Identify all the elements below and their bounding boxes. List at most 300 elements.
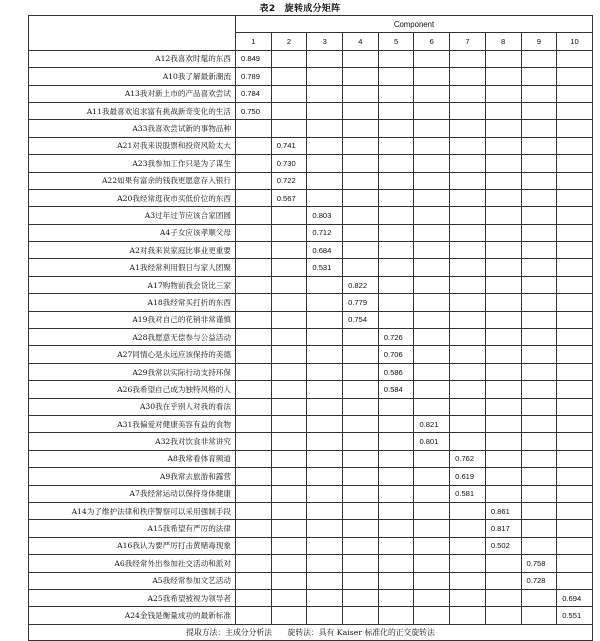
loading-cell-c4 — [343, 85, 379, 102]
loading-cell-c1 — [236, 398, 272, 415]
table-row — [29, 172, 593, 189]
loading-cell-c9 — [521, 381, 557, 398]
loading-cell-c8 — [485, 485, 521, 502]
loading-cell-c3 — [307, 450, 343, 467]
item-label: A22如果有富余的钱我更愿意存入银行 — [29, 172, 236, 189]
loading-cell-c6 — [414, 224, 450, 241]
loading-cell-c8: 0.817 — [485, 520, 521, 537]
loading-cell-c3 — [307, 155, 343, 172]
loading-cell-c8: 0.502 — [485, 537, 521, 554]
loading-cell-c8 — [485, 398, 521, 415]
loading-cell-c3 — [307, 311, 343, 328]
loading-cell-c5 — [378, 137, 414, 154]
loading-cell-c9 — [521, 589, 557, 606]
loading-cell-c4 — [343, 189, 379, 206]
loading-cell-c9 — [521, 172, 557, 189]
loading-cell-c6 — [414, 381, 450, 398]
loading-cell-c4 — [343, 607, 379, 624]
loading-cell-c3 — [307, 172, 343, 189]
item-label: A26我希望自己成为独特风格的人 — [29, 381, 236, 398]
loading-cell-c1 — [236, 502, 272, 519]
item-label: A17购物前我会货比三家 — [29, 276, 236, 293]
loading-cell-c9 — [521, 450, 557, 467]
loading-cell-c1 — [236, 468, 272, 485]
loading-cell-c2 — [271, 415, 307, 432]
loading-cell-c2 — [271, 276, 307, 293]
loading-cell-c9 — [521, 520, 557, 537]
loading-cell-c5 — [378, 294, 414, 311]
loading-cell-c1 — [236, 537, 272, 554]
table-row — [29, 381, 593, 398]
loading-cell-c7 — [450, 120, 486, 137]
loading-cell-c9 — [521, 50, 557, 67]
loading-cell-c9 — [521, 398, 557, 415]
loading-cell-c10 — [557, 537, 593, 554]
loading-cell-c8 — [485, 294, 521, 311]
loading-cell-c4 — [343, 207, 379, 224]
rotated-component-matrix-table — [28, 15, 593, 641]
table-row — [29, 189, 593, 206]
loading-cell-c3 — [307, 50, 343, 67]
loading-cell-c9 — [521, 276, 557, 293]
loading-cell-c8 — [485, 224, 521, 241]
loading-cell-c2 — [271, 502, 307, 519]
loading-cell-c3 — [307, 502, 343, 519]
loading-cell-c10 — [557, 346, 593, 363]
loading-cell-c4 — [343, 137, 379, 154]
loading-cell-c3 — [307, 68, 343, 85]
loading-cell-c6 — [414, 311, 450, 328]
item-label: A24金钱是衡量成功的最新标准 — [29, 607, 236, 624]
loading-cell-c7 — [450, 259, 486, 276]
loading-cell-c5 — [378, 68, 414, 85]
loading-cell-c10 — [557, 363, 593, 380]
loading-cell-c7: 0.581 — [450, 485, 486, 502]
loading-cell-c4 — [343, 450, 379, 467]
loading-cell-c4 — [343, 381, 379, 398]
loading-cell-c5: 0.726 — [378, 329, 414, 346]
table-row — [29, 329, 593, 346]
loading-cell-c8 — [485, 572, 521, 589]
loading-cell-c7 — [450, 398, 486, 415]
loading-cell-c2 — [271, 68, 307, 85]
loading-cell-c2 — [271, 50, 307, 67]
loading-cell-c8 — [485, 346, 521, 363]
component-number-6: 6 — [414, 33, 450, 50]
table-row — [29, 398, 593, 415]
loading-cell-c10 — [557, 85, 593, 102]
loading-cell-c10 — [557, 120, 593, 137]
table-row — [29, 520, 593, 537]
loading-cell-c6: 0.801 — [414, 433, 450, 450]
loading-cell-c4 — [343, 433, 379, 450]
loading-cell-c6 — [414, 85, 450, 102]
loading-cell-c6 — [414, 102, 450, 119]
loading-cell-c9 — [521, 85, 557, 102]
item-label: A11我最喜欢追求富有挑战新奇变化的生活 — [29, 102, 236, 119]
loading-cell-c2 — [271, 572, 307, 589]
loading-cell-c6: 0.821 — [414, 415, 450, 432]
loading-cell-c2 — [271, 450, 307, 467]
item-label: A8我常看体育频道 — [29, 450, 236, 467]
loading-cell-c7 — [450, 555, 486, 572]
loading-cell-c4 — [343, 346, 379, 363]
loading-cell-c8: 0.861 — [485, 502, 521, 519]
loading-cell-c5: 0.706 — [378, 346, 414, 363]
table-row — [29, 294, 593, 311]
loading-cell-c10: 0.551 — [557, 607, 593, 624]
loading-cell-c6 — [414, 398, 450, 415]
loading-cell-c2 — [271, 520, 307, 537]
loading-cell-c7 — [450, 381, 486, 398]
item-label: A31我偏爱对健康美容有益的食物 — [29, 415, 236, 432]
loading-cell-c7 — [450, 189, 486, 206]
loading-cell-c5 — [378, 572, 414, 589]
header-corner-lower — [29, 33, 236, 50]
loading-cell-c3 — [307, 276, 343, 293]
item-label: A28我愿意无偿参与公益活动 — [29, 329, 236, 346]
loading-cell-c4 — [343, 242, 379, 259]
loading-cell-c1 — [236, 346, 272, 363]
loading-cell-c10 — [557, 450, 593, 467]
loading-cell-c7 — [450, 607, 486, 624]
loading-cell-c10 — [557, 224, 593, 241]
loading-cell-c9 — [521, 607, 557, 624]
loading-cell-c1 — [236, 572, 272, 589]
loading-cell-c5 — [378, 102, 414, 119]
loading-cell-c2 — [271, 242, 307, 259]
table-row — [29, 102, 593, 119]
loading-cell-c6 — [414, 572, 450, 589]
item-label: A3过年过节应该合家团圆 — [29, 207, 236, 224]
loading-cell-c9 — [521, 468, 557, 485]
loading-cell-c9 — [521, 102, 557, 119]
loading-cell-c2 — [271, 224, 307, 241]
loading-cell-c4: 0.822 — [343, 276, 379, 293]
loading-cell-c9 — [521, 155, 557, 172]
loading-cell-c10 — [557, 276, 593, 293]
loading-cell-c2 — [271, 311, 307, 328]
loading-cell-c7: 0.762 — [450, 450, 486, 467]
loading-cell-c6 — [414, 589, 450, 606]
loading-cell-c7 — [450, 155, 486, 172]
loading-cell-c5 — [378, 224, 414, 241]
loading-cell-c9: 0.728 — [521, 572, 557, 589]
loading-cell-c3: 0.531 — [307, 259, 343, 276]
loading-cell-c1: 0.849 — [236, 50, 272, 67]
item-label: A33我喜欢尝试新的事物品种 — [29, 120, 236, 137]
table-row — [29, 137, 593, 154]
loading-cell-c8 — [485, 50, 521, 67]
loading-cell-c8 — [485, 68, 521, 85]
loading-cell-c3 — [307, 294, 343, 311]
loading-cell-c8 — [485, 172, 521, 189]
loading-cell-c4 — [343, 589, 379, 606]
loading-cell-c8 — [485, 555, 521, 572]
table-row — [29, 433, 593, 450]
loading-cell-c4 — [343, 120, 379, 137]
loading-cell-c7 — [450, 242, 486, 259]
loading-cell-c10 — [557, 259, 593, 276]
loading-cell-c7 — [450, 433, 486, 450]
loading-cell-c5 — [378, 589, 414, 606]
loading-cell-c5 — [378, 502, 414, 519]
loading-cell-c8 — [485, 450, 521, 467]
loading-cell-c2: 0.722 — [271, 172, 307, 189]
loading-cell-c6 — [414, 172, 450, 189]
loading-cell-c7 — [450, 415, 486, 432]
loading-cell-c3 — [307, 485, 343, 502]
loading-cell-c9 — [521, 224, 557, 241]
loading-cell-c3 — [307, 607, 343, 624]
table-row — [29, 363, 593, 380]
loading-cell-c8 — [485, 433, 521, 450]
loading-cell-c9 — [521, 537, 557, 554]
table-row — [29, 485, 593, 502]
item-label: A20我经常逛夜市买低价位的东西 — [29, 189, 236, 206]
loading-cell-c4 — [343, 537, 379, 554]
item-label: A30我在乎别人对我的看法 — [29, 398, 236, 415]
loading-cell-c2 — [271, 346, 307, 363]
loading-cell-c1 — [236, 259, 272, 276]
component-number-7: 7 — [450, 33, 486, 50]
loading-cell-c7 — [450, 502, 486, 519]
loading-cell-c6 — [414, 207, 450, 224]
loading-cell-c9 — [521, 294, 557, 311]
loading-cell-c1 — [236, 415, 272, 432]
loading-cell-c10 — [557, 485, 593, 502]
loading-cell-c9 — [521, 485, 557, 502]
loading-cell-c10: 0.694 — [557, 589, 593, 606]
table-row — [29, 242, 593, 259]
loading-cell-c6 — [414, 555, 450, 572]
loading-cell-c2 — [271, 398, 307, 415]
table-row — [29, 346, 593, 363]
loading-cell-c3: 0.712 — [307, 224, 343, 241]
item-label: A25我希望被视为领导者 — [29, 589, 236, 606]
loading-cell-c3 — [307, 589, 343, 606]
loading-cell-c7 — [450, 346, 486, 363]
loading-cell-c3 — [307, 85, 343, 102]
loading-cell-c3 — [307, 189, 343, 206]
loading-cell-c10 — [557, 172, 593, 189]
loading-cell-c4 — [343, 329, 379, 346]
loading-cell-c7 — [450, 276, 486, 293]
loading-cell-c3 — [307, 381, 343, 398]
loading-cell-c5 — [378, 189, 414, 206]
loading-cell-c4 — [343, 224, 379, 241]
loading-cell-c9 — [521, 242, 557, 259]
loading-cell-c1 — [236, 450, 272, 467]
loading-cell-c6 — [414, 50, 450, 67]
loading-cell-c2 — [271, 589, 307, 606]
loading-cell-c6 — [414, 485, 450, 502]
loading-cell-c10 — [557, 50, 593, 67]
loading-cell-c7 — [450, 207, 486, 224]
loading-cell-c7 — [450, 85, 486, 102]
loading-cell-c3 — [307, 329, 343, 346]
loading-cell-c1 — [236, 607, 272, 624]
loading-cell-c3 — [307, 102, 343, 119]
loading-cell-c3 — [307, 572, 343, 589]
loading-cell-c6 — [414, 155, 450, 172]
loading-cell-c4 — [343, 50, 379, 67]
loading-cell-c3 — [307, 137, 343, 154]
loading-cell-c2 — [271, 381, 307, 398]
item-label: A21对我来说股票和投资风险太大 — [29, 137, 236, 154]
loading-cell-c3 — [307, 363, 343, 380]
loading-cell-c5 — [378, 450, 414, 467]
loading-cell-c5 — [378, 50, 414, 67]
loading-cell-c5 — [378, 155, 414, 172]
loading-cell-c6 — [414, 294, 450, 311]
table-row — [29, 120, 593, 137]
table-body — [29, 50, 593, 624]
loading-cell-c6 — [414, 137, 450, 154]
loading-cell-c4: 0.779 — [343, 294, 379, 311]
component-number-1: 1 — [236, 33, 272, 50]
loading-cell-c7 — [450, 572, 486, 589]
item-label: A18我经常买打折的东西 — [29, 294, 236, 311]
loading-cell-c9 — [521, 207, 557, 224]
loading-cell-c5 — [378, 120, 414, 137]
loading-cell-c4 — [343, 468, 379, 485]
component-header: Component — [236, 16, 593, 33]
table-row — [29, 537, 593, 554]
item-label: A29我常以实际行动支持环保 — [29, 363, 236, 380]
loading-cell-c10 — [557, 572, 593, 589]
item-label: A32我对饮食非常讲究 — [29, 433, 236, 450]
loading-cell-c7 — [450, 50, 486, 67]
item-label: A9我常去旅游和露营 — [29, 468, 236, 485]
loading-cell-c2 — [271, 329, 307, 346]
loading-cell-c8 — [485, 415, 521, 432]
loading-cell-c8 — [485, 607, 521, 624]
loading-cell-c5 — [378, 537, 414, 554]
loading-cell-c10 — [557, 102, 593, 119]
loading-cell-c6 — [414, 346, 450, 363]
table-row — [29, 50, 593, 67]
loading-cell-c7 — [450, 537, 486, 554]
loading-cell-c6 — [414, 68, 450, 85]
loading-cell-c8 — [485, 589, 521, 606]
loading-cell-c8 — [485, 259, 521, 276]
loading-cell-c5 — [378, 85, 414, 102]
table-row — [29, 468, 593, 485]
loading-cell-c8 — [485, 189, 521, 206]
loading-cell-c4 — [343, 68, 379, 85]
loading-cell-c6 — [414, 276, 450, 293]
loading-cell-c5 — [378, 520, 414, 537]
loading-cell-c9 — [521, 329, 557, 346]
item-label: A15我希望有严厉的法律 — [29, 520, 236, 537]
loading-cell-c7 — [450, 311, 486, 328]
loading-cell-c7 — [450, 137, 486, 154]
loading-cell-c10 — [557, 311, 593, 328]
loading-cell-c3: 0.803 — [307, 207, 343, 224]
loading-cell-c5 — [378, 607, 414, 624]
loading-cell-c7 — [450, 68, 486, 85]
loading-cell-c2 — [271, 85, 307, 102]
loading-cell-c1 — [236, 433, 272, 450]
loading-cell-c1 — [236, 120, 272, 137]
item-label: A6我经常外出参加社交活动和派对 — [29, 555, 236, 572]
item-label: A19我对自己的花销非常谨慎 — [29, 311, 236, 328]
loading-cell-c9 — [521, 120, 557, 137]
loading-cell-c6 — [414, 607, 450, 624]
loading-cell-c1: 0.750 — [236, 102, 272, 119]
item-label: A5我经常参加文艺活动 — [29, 572, 236, 589]
loading-cell-c1 — [236, 363, 272, 380]
loading-cell-c2 — [271, 433, 307, 450]
loading-cell-c9 — [521, 502, 557, 519]
loading-cell-c1: 0.789 — [236, 68, 272, 85]
loading-cell-c5 — [378, 485, 414, 502]
loading-cell-c2 — [271, 468, 307, 485]
table-row — [29, 415, 593, 432]
loading-cell-c7 — [450, 363, 486, 380]
loading-cell-c6 — [414, 329, 450, 346]
loading-cell-c3 — [307, 120, 343, 137]
loading-cell-c5 — [378, 311, 414, 328]
loading-cell-c10 — [557, 68, 593, 85]
table-row — [29, 207, 593, 224]
item-label: A12我喜欢时髦的东西 — [29, 50, 236, 67]
loading-cell-c4 — [343, 172, 379, 189]
table-row — [29, 502, 593, 519]
loading-cell-c7: 0.619 — [450, 468, 486, 485]
component-number-3: 3 — [307, 33, 343, 50]
table-row — [29, 589, 593, 606]
loading-cell-c10 — [557, 329, 593, 346]
loading-cell-c8 — [485, 155, 521, 172]
loading-cell-c1 — [236, 329, 272, 346]
loading-cell-c6 — [414, 520, 450, 537]
loading-cell-c9 — [521, 137, 557, 154]
loading-cell-c1: 0.784 — [236, 85, 272, 102]
loading-cell-c5 — [378, 172, 414, 189]
loading-cell-c8 — [485, 381, 521, 398]
item-label: A2对我来说家庭比事业更重要 — [29, 242, 236, 259]
loading-cell-c2 — [271, 207, 307, 224]
loading-cell-c9: 0.758 — [521, 555, 557, 572]
loading-cell-c7 — [450, 589, 486, 606]
loading-cell-c1 — [236, 137, 272, 154]
component-number-4: 4 — [343, 33, 379, 50]
loading-cell-c1 — [236, 242, 272, 259]
header-row-numbers — [29, 33, 593, 50]
loading-cell-c10 — [557, 415, 593, 432]
loading-cell-c1 — [236, 189, 272, 206]
table-row — [29, 259, 593, 276]
loading-cell-c1 — [236, 311, 272, 328]
component-number-9: 9 — [521, 33, 557, 50]
table-row — [29, 607, 593, 624]
loading-cell-c6 — [414, 468, 450, 485]
loading-cell-c8 — [485, 207, 521, 224]
loading-cell-c8 — [485, 363, 521, 380]
header-corner — [29, 16, 236, 33]
item-label: A16我认为要严厉打击黄赌毒现象 — [29, 537, 236, 554]
loading-cell-c5 — [378, 242, 414, 259]
table-row — [29, 85, 593, 102]
loading-cell-c5: 0.584 — [378, 381, 414, 398]
loading-cell-c3 — [307, 555, 343, 572]
loading-cell-c6 — [414, 363, 450, 380]
loading-cell-c9 — [521, 415, 557, 432]
loading-cell-c2: 0.741 — [271, 137, 307, 154]
loading-cell-c6 — [414, 450, 450, 467]
